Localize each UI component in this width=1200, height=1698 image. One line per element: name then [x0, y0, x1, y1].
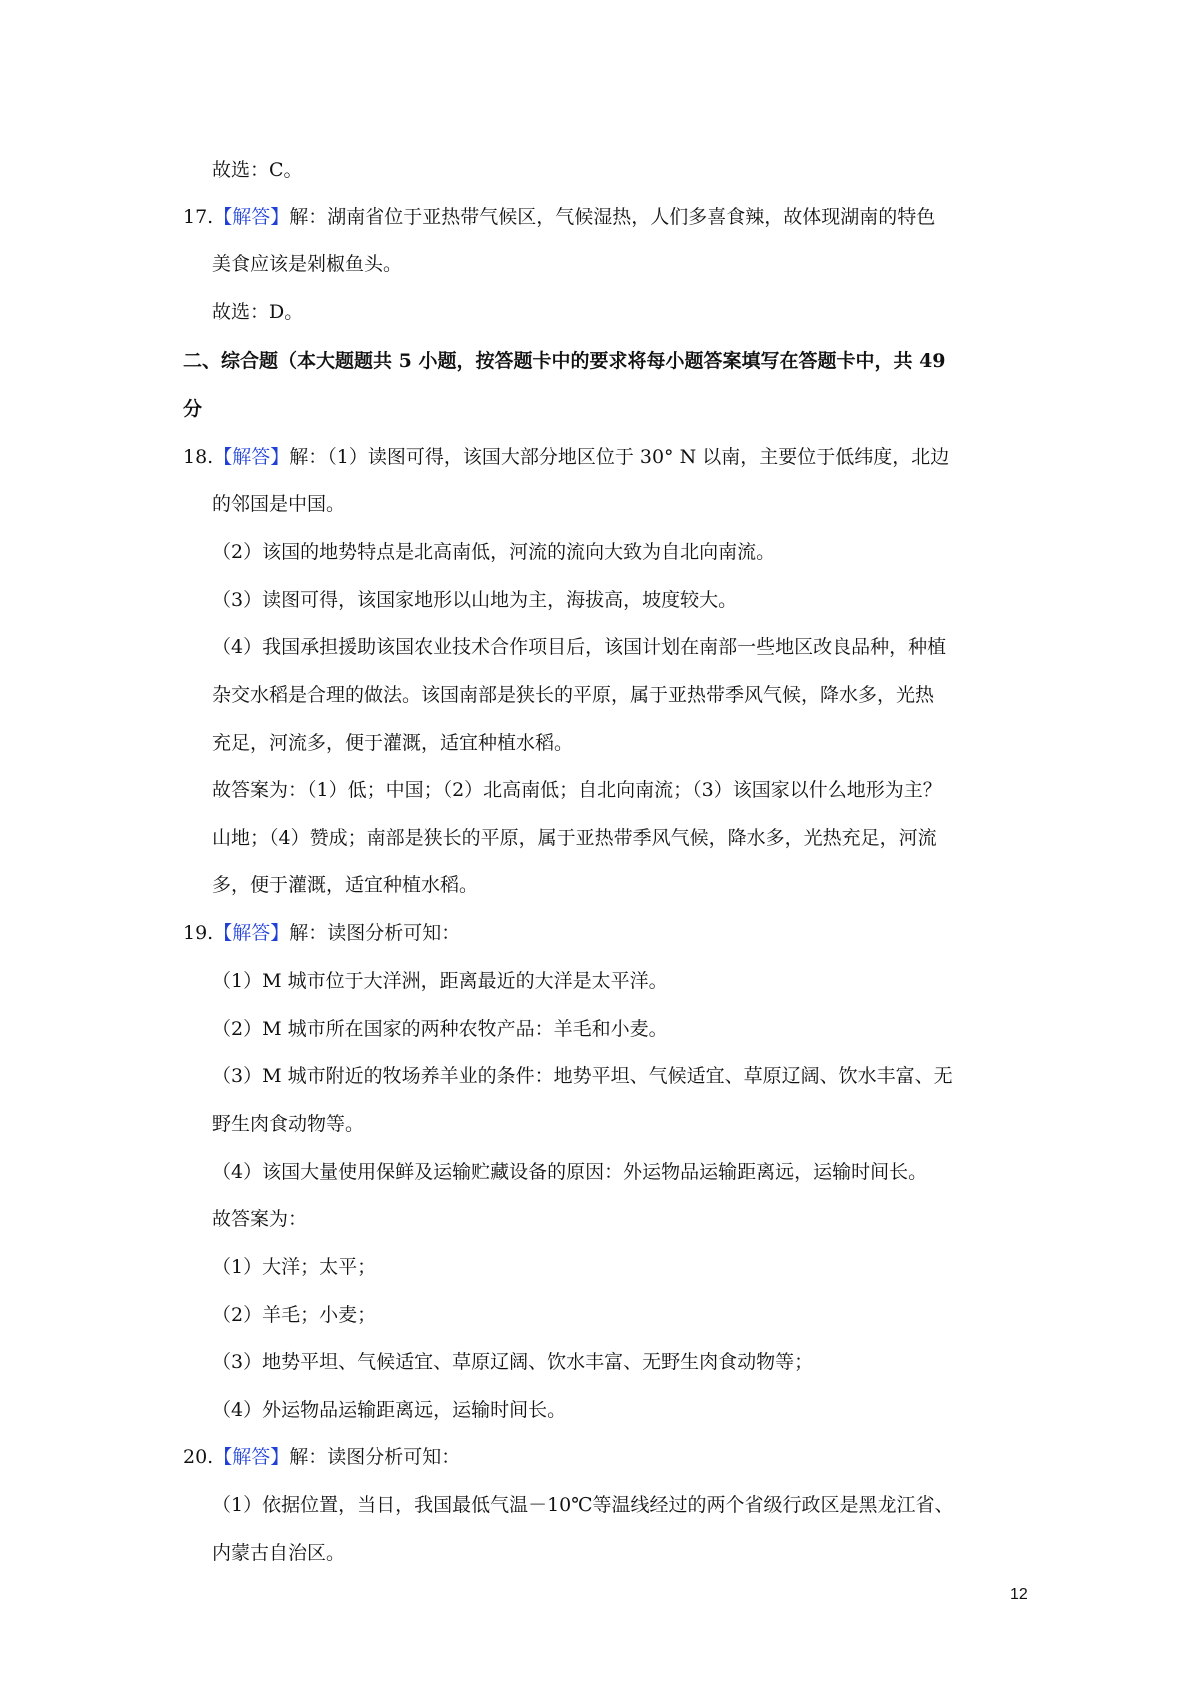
question-number: 17. [183, 206, 214, 228]
line-text: （1）依据位置，当日，我国最低气温－10℃等温线经过的两个省级行政区是黑龙江省、 [212, 1494, 954, 1516]
line-text: （4）我国承担援助该国农业技术合作项目后，该国计划在南部一些地区改良品种，种植 [212, 636, 947, 658]
line-text: 故答案为： [212, 1208, 308, 1230]
line-text: 充足，河流多，便于灌溉，适宜种植水稻。 [212, 732, 574, 754]
text-line [212, 825, 937, 851]
answer-heading-line [183, 920, 460, 946]
section-heading [183, 396, 202, 422]
text-line [212, 491, 345, 517]
text-line [212, 539, 775, 565]
page-number: 12 [1010, 1586, 1028, 1603]
line-text: （1）大洋；太平； [212, 1256, 377, 1278]
answer-tag: 【解答】 [213, 206, 290, 228]
line-text: 内蒙古自治区。 [212, 1542, 346, 1564]
line-text: （2）羊毛；小麦； [212, 1304, 377, 1326]
answer-heading-line [183, 444, 949, 470]
line-text: （4）外运物品运输距离远，运输时间长。 [212, 1399, 567, 1421]
line-text: 分 [183, 398, 203, 420]
text-line [212, 968, 668, 994]
line-text: （2）M 城市所在国家的两种农牧产品：羊毛和小麦。 [212, 1018, 668, 1040]
line-text: （4）该国大量使用保鲜及运输贮藏设备的原因：外运物品运输距离远，运输时间长。 [212, 1161, 928, 1183]
text-line [212, 1063, 953, 1089]
text-line [212, 1111, 364, 1137]
line-text: （3）地势平坦、气候适宜、草原辽阔、饮水丰富、无野生肉食动物等； [212, 1351, 814, 1373]
text-line [212, 157, 303, 183]
question-number: 20. [183, 1446, 214, 1468]
text-line [212, 1159, 927, 1185]
answer-heading-line [183, 1444, 460, 1470]
section-heading [183, 348, 946, 374]
answer-tag: 【解答】 [213, 1446, 290, 1468]
line-text: （1）M 城市位于大洋洲，距离最近的大洋是太平洋。 [212, 970, 668, 992]
line-text: 故选：D。 [212, 301, 304, 323]
text-line [212, 1016, 668, 1042]
answer-tag: 【解答】 [213, 446, 290, 468]
line-text: 杂交水稻是合理的做法。该国南部是狭长的平原，属于亚热带季风气候，降水多，光热 [212, 684, 935, 706]
text-line [212, 634, 946, 660]
line-text: 山地；（4）赞成；南部是狭长的平原，属于亚热带季风气候，降水多，光热充足，河流 [212, 827, 937, 849]
line-text: 故选：C。 [212, 159, 303, 181]
text-line [212, 1540, 345, 1566]
answer-heading-line [183, 204, 935, 230]
line-text: 野生肉食动物等。 [212, 1113, 365, 1135]
line-text: 解：湖南省位于亚热带气候区，气候湿热，人们多喜食辣，故体现湖南的特色 [289, 206, 936, 228]
line-text: 解：读图分析可知： [289, 1446, 461, 1468]
question-number: 18. [183, 446, 214, 468]
question-number: 19. [183, 922, 214, 944]
text-line [212, 1397, 566, 1423]
text-line [212, 730, 573, 756]
text-line [212, 872, 478, 898]
text-line [212, 587, 737, 613]
text-line [212, 1302, 376, 1328]
line-text: （2）该国的地势特点是北高南低，河流的流向大致为自北向南流。 [212, 541, 776, 563]
text-line [212, 251, 402, 277]
line-text: 二、综合题（本大题题共 5 小题，按答题卡中的要求将每小题答案填写在答题卡中，共 49 [183, 350, 946, 372]
text-line [212, 777, 942, 803]
line-text: （3）读图可得，该国家地形以山地为主，海拔高，坡度较大。 [212, 589, 738, 611]
text-line [212, 299, 303, 325]
line-text: 解：（1）读图可得，该国大部分地区位于 30° N 以南，主要位于低纬度，北边 [289, 446, 950, 468]
text-line [212, 682, 934, 708]
line-text: 故答案为：（1）低；中国；（2）北高南低；自北向南流；（3）该国家以什么地形为主？ [212, 779, 942, 801]
line-text: 美食应该是剁椒鱼头。 [212, 253, 403, 275]
line-text: 的邻国是中国。 [212, 493, 346, 515]
text-line [212, 1254, 376, 1280]
answer-tag: 【解答】 [213, 922, 290, 944]
text-line [212, 1492, 954, 1518]
text-line [212, 1206, 307, 1232]
line-text: 多，便于灌溉，适宜种植水稻。 [212, 874, 479, 896]
text-line [212, 1349, 813, 1375]
line-text: 解：读图分析可知： [289, 922, 461, 944]
line-text: （3）M 城市附近的牧场养羊业的条件：地势平坦、气候适宜、草原辽阔、饮水丰富、无 [212, 1065, 953, 1087]
